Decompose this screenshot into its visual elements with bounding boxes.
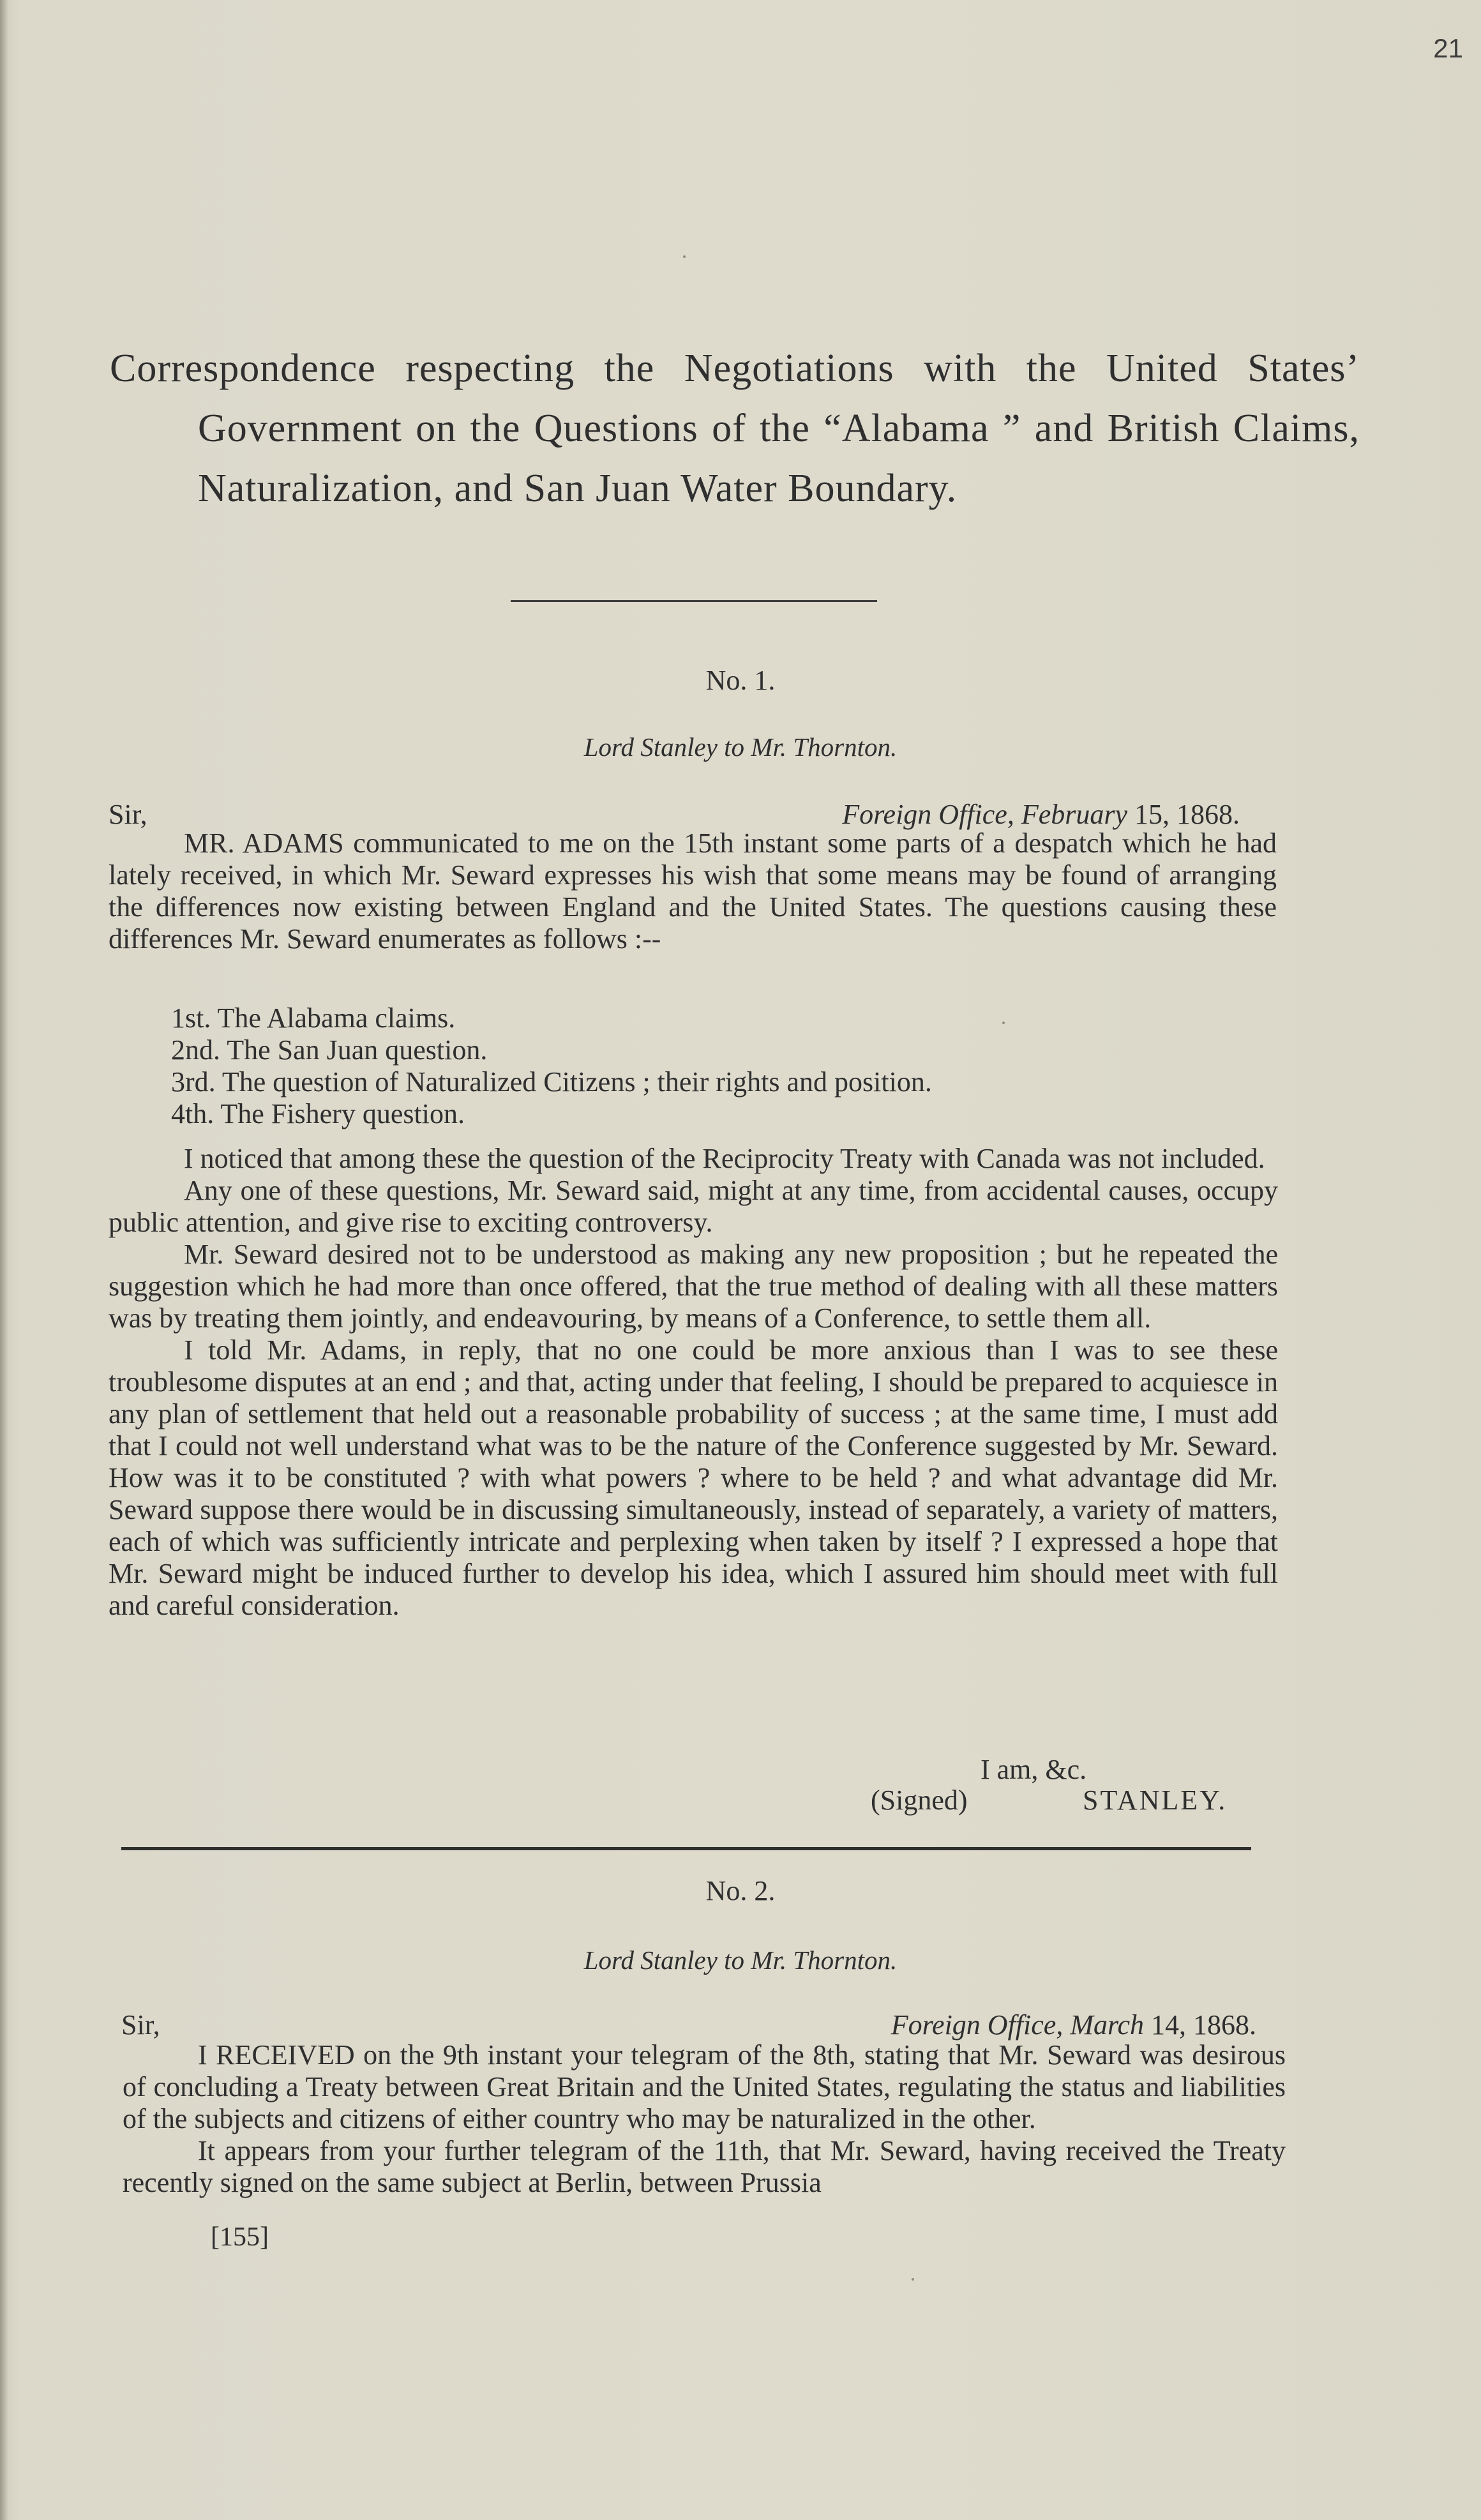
letter-1-signed-label: (Signed) — [871, 1784, 968, 1816]
letter-1-para-3: Any one of these questions, Mr. Seward said, might at any time, from accidental causes, occupy public attention, and give rise to exciting controversy. — [109, 1175, 1278, 1238]
letter-1-closing: I am, &c. — [981, 1754, 1087, 1785]
title-divider — [511, 600, 877, 602]
letter-1-salutation: Sir, — [109, 799, 147, 830]
letter-1-question-list — [171, 1002, 932, 1130]
letter-1-para-1-text: MR. ADAMS communicated to me on the 15th instant some parts of a despatch which he had lately received, in which Mr. Seward expresses his wish that some means may be found of arranging the differences now existing between England and the United States. The questions causing these differences Mr. Seward enumerates as follows :-- — [109, 827, 1277, 954]
letter-1-para-4: Mr. Seward desired not to be understood as making any new proposition ; but he repeated the suggestion which he had more than once offered, that the true method of dealing with all these matters was by treating them jointly, and endeavouring, by means of a Conference, to settle them all. — [109, 1239, 1278, 1334]
document-title: Correspondence respecting the Negotiations with the United States’ Government on the Questions of the “Alabama ” and British Claims, Naturalization, and San Juan Water Boundary. — [110, 347, 1360, 510]
letter-1-from-to: Lord Stanley to Mr. Thornton. — [583, 732, 898, 762]
paper-speck — [1002, 1022, 1005, 1024]
letter-2-place: Foreign Office, March — [891, 2009, 1144, 2041]
page-number: 21 — [1433, 33, 1463, 63]
letter-1-body — [109, 1143, 1278, 1622]
footer-code: [155] — [211, 2222, 269, 2252]
letter-2-from-to: Lord Stanley to Mr. Thornton. — [583, 1945, 898, 1975]
list-item: 3rd. The question of Naturalized Citizens ; their rights and position. — [171, 1066, 932, 1098]
list-item: 4th. The Fishery question. — [171, 1098, 465, 1129]
letter-1-place: Foreign Office, February — [842, 799, 1127, 830]
paper-speck — [912, 2278, 914, 2281]
letter-1-paragraph-1 — [109, 827, 1277, 955]
page-binding-edge — [0, 0, 8, 2520]
letter-divider — [121, 1847, 1251, 1850]
letter-2-salutation: Sir, — [121, 2009, 160, 2041]
letter-2-body — [123, 2039, 1286, 2199]
paper-speck — [683, 255, 686, 258]
letter-2-para-1: I RECEIVED on the 9th instant your telegram of the 8th, stating that Mr. Seward was desirous of concluding a Treaty between Great Britain and the United States, regulating the status and liabilities of the subjects and citizens of either country who may be naturalized in the other. — [123, 2039, 1286, 2134]
letter-2-dateline — [891, 2009, 1256, 2041]
letter-1-para-5: I told Mr. Adams, in reply, that no one could be more anxious than I was to see these troublesome disputes at an end ; and that, acting under that feeling, I should be prepared to acquiesce in any plan of settlement that held out a reasonable probability of success ; at the same time, I must add that I could not well understand what was to be the nature of the Conference suggested by Mr. Seward. How was it to be constituted ? with what powers ? where to be held ? and what advantage did Mr. Seward suppose there would be in discussing simultaneously, instead of separately, a variety of matters, each of which was sufficiently intricate and perplexing when taken by itself ? I expressed a hope that Mr. Seward might be induced further to develop his idea, which I assured him should meet with full and careful consideration. — [109, 1334, 1278, 1621]
letter-1-signer: STANLEY. — [1083, 1784, 1228, 1816]
letter-1-number: No. 1. — [705, 665, 776, 696]
list-item: 1st. The Alabama claims. — [171, 1002, 456, 1034]
letter-2-date: 14, 1868. — [1151, 2009, 1256, 2041]
letter-1-date: 15, 1868. — [1134, 799, 1240, 830]
letter-2-para-2: It appears from your further telegram of the 11th, that Mr. Seward, having received the Treaty recently signed on the same subject at Berlin, between Prussia — [123, 2135, 1286, 2198]
letter-2-number: No. 2. — [705, 1875, 776, 1906]
letter-1-para-2: I noticed that among these the question of the Reciprocity Treaty with Canada was not included. — [184, 1143, 1265, 1174]
letter-1-dateline — [842, 798, 1240, 831]
list-item: 2nd. The San Juan question. — [171, 1034, 488, 1066]
